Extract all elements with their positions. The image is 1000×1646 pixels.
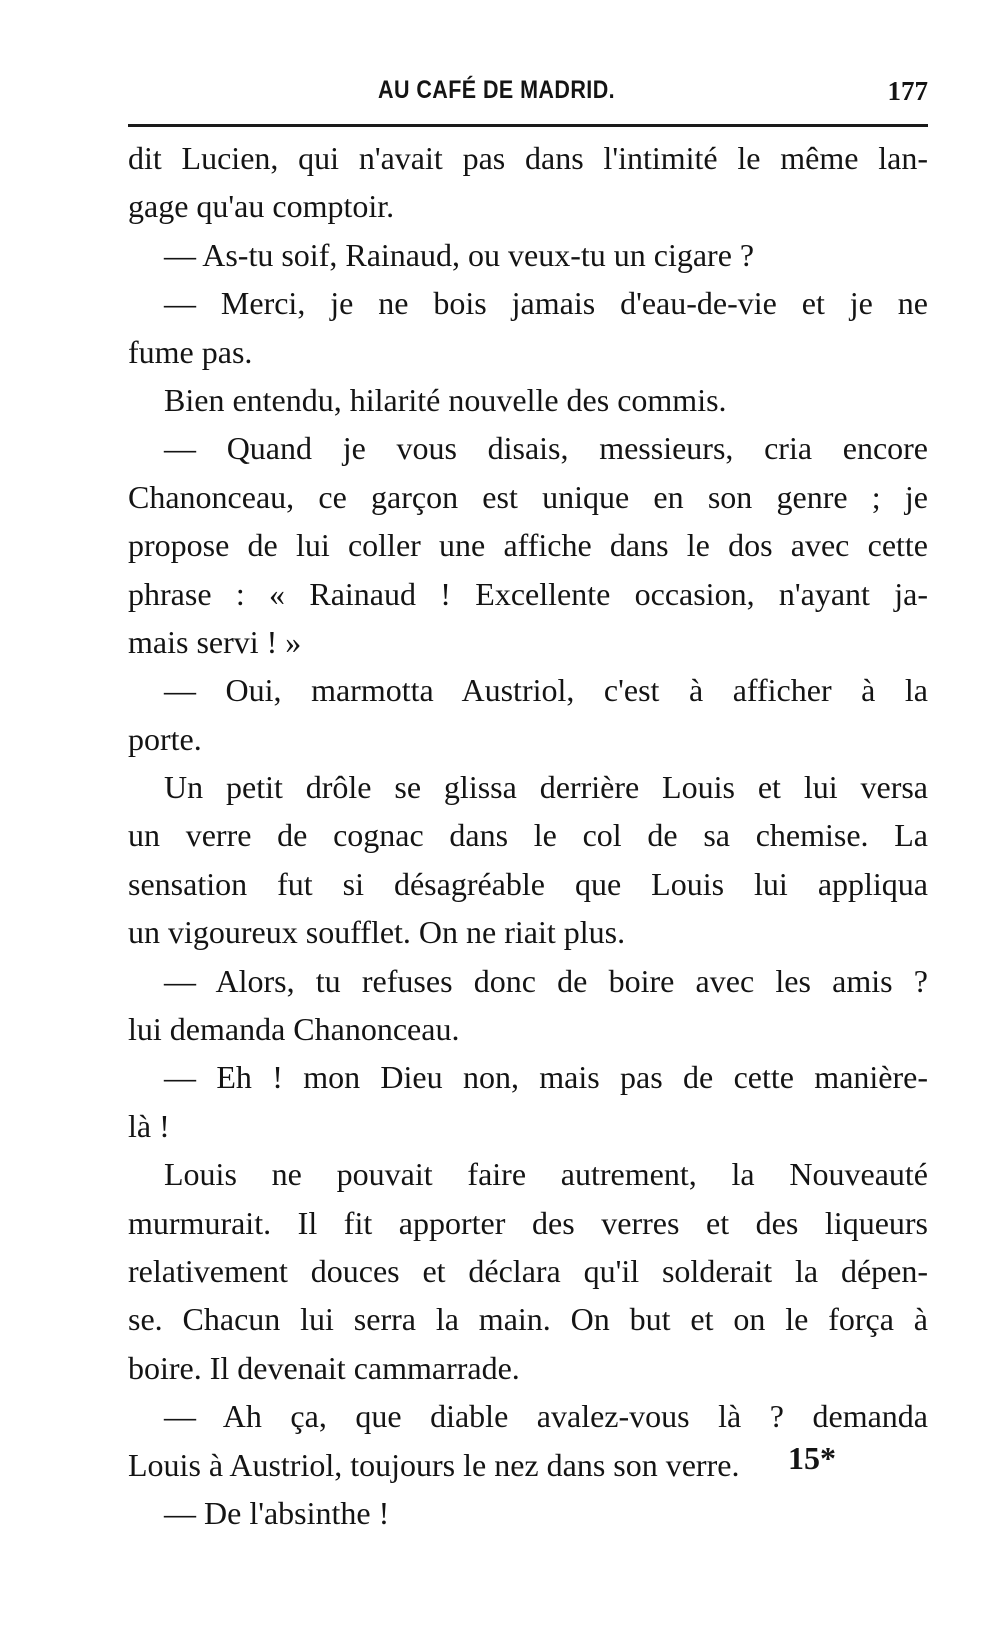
text-line: — Alors, tu refuses donc de boire avec les amis ?: [164, 962, 928, 999]
text-line: Louis ne pouvait faire autrement, la Nouveauté: [164, 1156, 928, 1193]
text-line: dit Lucien, qui n'avait pas dans l'intimité le même lan-: [128, 140, 928, 176]
text-line: — Oui, marmotta Austriol, c'est à afficher à la: [164, 672, 928, 709]
page-number: 177: [887, 76, 928, 106]
text-line: relativement douces et déclara qu'il solderait la dépen-: [128, 1252, 928, 1289]
text-line: phrase : « Rainaud ! Excellente occasion, n'ayant ja-: [128, 575, 928, 612]
text-line: un verre de cognac dans le col de sa chemise. La: [128, 817, 928, 854]
text-line: — Ah ça, que diable avalez-vous là ? demanda: [164, 1398, 928, 1435]
text-line: murmurait. Il fit apporter des verres et des liqueurs: [128, 1204, 928, 1241]
text-line: Chanonceau, ce garçon est unique en son genre ; je: [128, 478, 928, 515]
text-line: Bien entendu, hilarité nouvelle des commis.: [164, 381, 727, 418]
text-line: mais servi ! »: [128, 623, 302, 660]
text-line: Louis à Austriol, toujours le nez dans son verre.: [128, 1446, 740, 1483]
text-line: — Quand je vous disais, messieurs, cria encore: [164, 430, 928, 467]
signature-mark: 15*: [788, 1440, 836, 1476]
text-line: boire. Il devenait cammarrade.: [128, 1349, 520, 1386]
text-line: lui demanda Chanonceau.: [128, 1011, 460, 1048]
text-line: porte.: [128, 720, 202, 757]
text-line: se. Chacun lui serra la main. On but et on le força à: [128, 1301, 928, 1338]
running-title: AU CAFÉ DE MADRID.: [378, 76, 616, 104]
header-rule: [128, 124, 928, 127]
text-line: gage qu'au comptoir.: [128, 188, 395, 225]
text-line: — As-tu soif, Rainaud, ou veux-tu un cigare ?: [164, 236, 755, 273]
text-line: Un petit drôle se glissa derrière Louis et lui versa: [164, 769, 928, 806]
text-line: un vigoureux soufflet. On ne riait plus.: [128, 914, 626, 951]
text-line: fume pas.: [128, 333, 253, 370]
text-line: — Eh ! mon Dieu non, mais pas de cette manière-: [164, 1059, 928, 1096]
body-text: [128, 134, 928, 1537]
text-line: — De l'absinthe !: [164, 1494, 390, 1531]
text-line: sensation fut si désagréable que Louis lui appliqua: [128, 865, 928, 902]
text-line: là !: [128, 1107, 170, 1144]
text-line: — Merci, je ne bois jamais d'eau-de-vie et je ne: [164, 285, 928, 322]
text-line: propose de lui coller une affiche dans le dos avec cette: [128, 527, 928, 564]
page-header: [128, 76, 928, 116]
